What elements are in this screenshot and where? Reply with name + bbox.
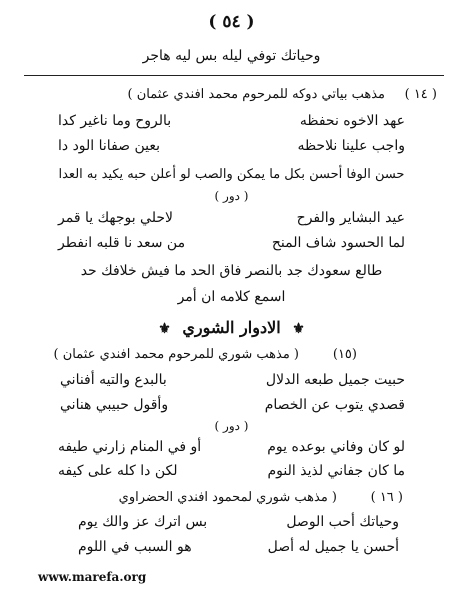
- verse-row: [60, 395, 405, 415]
- verse-row: [60, 370, 405, 390]
- section14-number: ( ١٤ ): [404, 87, 437, 102]
- verse-row: [58, 437, 405, 457]
- long-verse-line: طالع سعودك جد بالنصر فاق الحد ما فيش خلافك حد: [80, 263, 383, 279]
- hemistich-left: بالروح وما ناغير كدا: [58, 113, 172, 129]
- footer-url[interactable]: www.marefa.org: [38, 570, 147, 584]
- hemistich-right: ما كان جفاني لذيذ النوم: [267, 463, 405, 479]
- intro-line: وحياتك توفي ليله بس ليه هاجر: [142, 48, 321, 64]
- hemistich-right: أحسن يا جميل له أصل: [267, 539, 399, 555]
- verse-row: [58, 208, 405, 228]
- hemistich-right: عيد البشاير والفرح: [296, 210, 405, 226]
- hemistich-right: وحياتك أحب الوصل: [286, 514, 399, 530]
- ornament-icon: ⚜: [158, 321, 171, 337]
- dawr-label: ( دور ): [214, 189, 249, 203]
- ornament-icon: ⚜: [292, 321, 305, 337]
- verse-row: [78, 537, 399, 557]
- hemistich-left: من سعد نا قلبه انفطر: [58, 235, 186, 251]
- hemistich-left: بس اترك عز والك يوم: [78, 514, 208, 530]
- hemistich-right: واجب علينا نلاحظه: [297, 138, 405, 154]
- hemistich-left: هو السبب في اللوم: [78, 539, 192, 555]
- section14-header: [26, 85, 437, 105]
- hemistich-left: لكن دا كله على كيفه: [58, 463, 178, 479]
- verse-row: [58, 136, 405, 156]
- verse-row: [58, 111, 405, 131]
- section16-number: ( ١٦ ): [370, 490, 403, 505]
- section14-title: مذهب بياتي دوكه للمرحوم محمد افندي عثمان ): [127, 87, 385, 102]
- hemistich-right: لو كان وفاني بوعده يوم: [267, 439, 405, 455]
- divider: [24, 75, 444, 76]
- hemistich-left: بالبدع والتيه أفناني: [60, 372, 167, 388]
- page-number: ( ٥٤ ): [208, 12, 255, 32]
- hemistich-right: حبيت جميل طبعه الدلال: [265, 372, 405, 388]
- section16-header: [26, 488, 437, 508]
- section16-title: ( مذهب شوري لمحمود افندي الحضراوي: [118, 490, 337, 505]
- verse-row: [58, 233, 405, 253]
- hemistich-right: قصدي يتوب عن الخصام: [264, 397, 405, 413]
- verse-row: [58, 461, 405, 481]
- hemistich-right: لما الحسود شاف المنح: [271, 235, 405, 251]
- hemistich-left: لاحلي بوجهك يا قمر: [58, 210, 174, 226]
- section15-title: ( مذهب شوري للمرحوم محمد افندي عثمان ): [53, 347, 299, 362]
- hemistich-left: أو في المنام زارني طيفه: [58, 439, 202, 455]
- section15-header: [26, 345, 437, 365]
- closing-verse-line: اسمع كلامه ان أمر: [177, 289, 286, 305]
- section-title-text: الادوار الشوري: [182, 318, 281, 337]
- hemistich-left: وأقول حبيبي هناني: [60, 397, 169, 413]
- dawr-label: ( دور ): [214, 419, 249, 433]
- hemistich-left: بعين صفانا الود دا: [58, 138, 161, 154]
- section15-number: (١٥): [332, 347, 357, 362]
- long-verse-line: حسن الوفا أحسن بكل ما يمكن والصب لو أعلن حبه يكيد به العدا: [58, 167, 405, 182]
- hemistich-right: عهد الاخوه نحفظه: [299, 113, 405, 129]
- verse-row: [78, 512, 399, 532]
- section-title: [0, 317, 463, 340]
